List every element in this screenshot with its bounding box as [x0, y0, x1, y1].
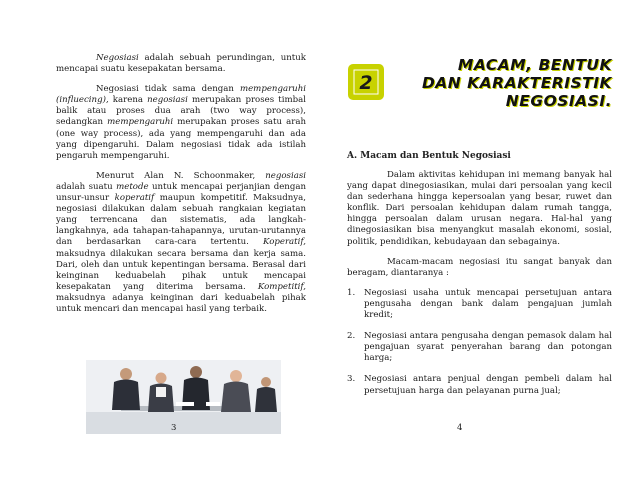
page-number-right: 4 [457, 423, 463, 433]
text-run: adalah sebuah perundingan, untuk mencapai suatu kesepakatan bersama. [56, 53, 306, 75]
list-item [347, 331, 612, 364]
text-run: maupun kompetitif. Maksudnya, negosiasi dilakukan dalam sebuah rangkaian kegiatan yang terrencana dan sistematis, ada langkah-langkahnya, ada tahapan-tahapannya, urutan-urutannya dan berdasarkan cara-cara tertentu. [56, 193, 306, 248]
list-text: Negosiasi usaha untuk mencapai persetujuan antara pengusaha dengan bank dalam pengajuan jumlah kredit; [364, 287, 612, 321]
italic-term: negosiasi [147, 95, 188, 106]
text-run: maksudnya adanya keinginan dari keduabelah pihak untuk mencari dan mencapai hasil yang terbaik. [56, 292, 306, 314]
italic-term: koperatif [114, 193, 155, 204]
chapter-title-line: NEGOSIASI. [505, 92, 612, 110]
italic-term: metode [116, 181, 149, 192]
chapter-title-line: MACAM, BENTUK [457, 56, 612, 74]
text-run: Menurut Alan N. Schoonmaker, [96, 170, 266, 181]
italic-term: mempengaruhi (influecing), [56, 84, 306, 106]
italic-term: negosiasi [265, 170, 306, 181]
chapter-number-badge [347, 63, 385, 101]
text-run: untuk mencapai perjanjian dengan unsur-unsur [56, 181, 306, 204]
left-page [11, 18, 311, 473]
chapter-title [402, 56, 612, 110]
right-page [327, 18, 627, 473]
italic-term: Kompetitif, [257, 281, 306, 292]
text-run: adalah suatu [56, 181, 117, 192]
page-number-left: 3 [171, 423, 177, 433]
italic-term: Negosiasi [96, 53, 139, 63]
text-run: Negosiasi tidak sama dengan [96, 84, 240, 95]
italic-term: mempengaruhi [107, 117, 174, 128]
left-column [56, 53, 306, 324]
text-run: karena [108, 95, 148, 106]
list-item [347, 288, 612, 321]
business-meeting-photo [86, 360, 281, 434]
text-run: maksudnya dilakukan secara bersama dan kerja sama. Dari, oleh dan untuk kepentingan bersama. Berasal dari keinginan keduabelah pihak untuk mencapai kesepakatan yang diterima bersama. [56, 248, 306, 292]
meeting-illustration [86, 360, 281, 434]
right-column [347, 170, 612, 407]
list-number: 1. [347, 287, 356, 298]
negotiation-types-list [347, 288, 612, 397]
chapter-title-line: DAN KARAKTERISTIK [421, 74, 612, 92]
body-paragraph: Macam-macam negosiasi itu sangat banyak dan beragam, diantaranya : [347, 256, 612, 278]
body-paragraph [56, 84, 306, 162]
list-number: 2. [347, 331, 356, 342]
text-run: merupakan proses satu arah (one way process), ada yang mempengaruhi dan ada yang dipengaruhi. Dalam negosiasi tidak ada istilah pengaruh mempengaruhi. [56, 117, 306, 161]
body-paragraph [56, 171, 306, 315]
list-text: Negosiasi antara penjual dengan pembeli dalam hal persetujuan harga dan pelayanan purna jual; [364, 374, 612, 396]
chapter-number: 2 [359, 72, 373, 94]
body-paragraph: Dalam aktivitas kehidupan ini memang banyak hal yang dapat dinegosiasikan, mulai dari persoalan yang kecil dan sederhana hingga kepersoalan yang besar, ruwet dan konflik. Dari persoalan kehidupan dalam rumah tangga, hingga persoalan dalam urusan negara. Hal-hal yang dinegosiasikan bisa menyangkut masalah ekonomi, sosial, politik, pendidikan, kebudayaan dan sebagainya. [347, 170, 612, 247]
list-item [347, 374, 612, 396]
body-paragraph [56, 53, 306, 75]
list-text: Negosiasi antara pengusaha dengan pemasok dalam hal pengajuan syarat penyerahan barang dan potongan harga; [364, 331, 612, 364]
section-heading: A. Macam dan Bentuk Negosiasi [347, 151, 511, 161]
text-run: merupakan proses timbal balik atau proses dua arah (two way process), sedangkan [56, 95, 306, 128]
list-number: 3. [347, 374, 356, 385]
italic-term: Koperatif, [263, 237, 306, 248]
